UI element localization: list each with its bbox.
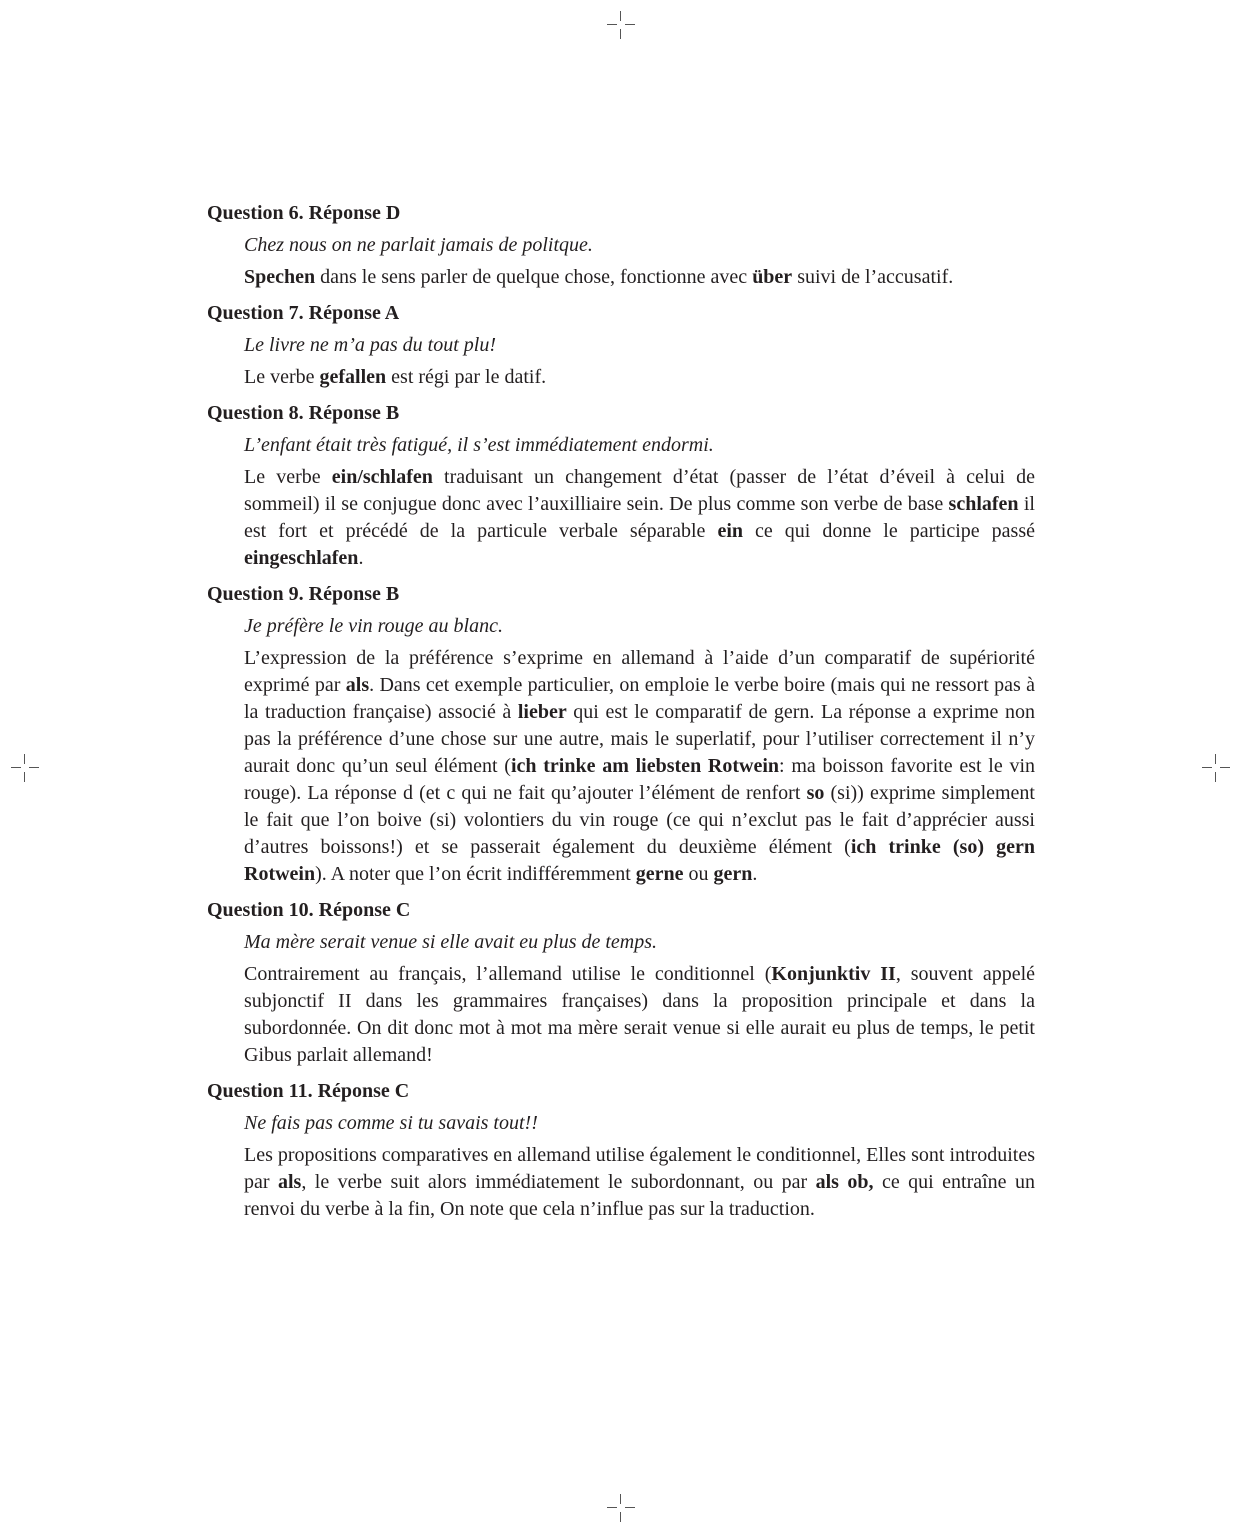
question-body bbox=[244, 929, 1035, 1069]
example-sentence: Ne fais pas comme si tu savais tout!! bbox=[244, 1112, 538, 1134]
text-run: Le verbe bbox=[244, 466, 332, 488]
bold-term: lieber bbox=[517, 701, 567, 723]
question-title: Question 10. Réponse C bbox=[207, 899, 411, 921]
explanation bbox=[244, 464, 1035, 572]
question-body bbox=[244, 232, 1035, 291]
bold-term: schlafen bbox=[948, 493, 1019, 515]
bold-term: Konjunktiv II bbox=[771, 963, 896, 985]
bold-term: gerne bbox=[635, 863, 684, 885]
question-body bbox=[244, 613, 1035, 888]
bold-term: gefallen bbox=[319, 366, 387, 388]
example-sentence: L’enfant était très fatigué, il s’est immédiatement endormi. bbox=[244, 434, 714, 456]
bold-term: über bbox=[752, 266, 793, 288]
question-body bbox=[244, 1110, 1035, 1223]
explanation bbox=[244, 364, 1035, 391]
text-run: est régi par le datif. bbox=[386, 366, 547, 388]
crop-mark-top bbox=[607, 11, 635, 39]
text-run: ce qui donne le participe passé bbox=[743, 520, 1035, 542]
question-8 bbox=[207, 399, 1035, 572]
text-run: il est fort et précédé de la particule verbale séparable bbox=[244, 493, 1035, 542]
text-run: dans le sens parler de quelque chose, fonctionne avec bbox=[315, 266, 753, 288]
question-title: Question 6. Réponse D bbox=[207, 202, 401, 224]
question-title: Question 9. Réponse B bbox=[207, 583, 400, 605]
explanation bbox=[244, 264, 1035, 291]
crop-mark-bottom bbox=[607, 1494, 635, 1522]
question-body bbox=[244, 432, 1035, 572]
text-run: suivi de l’accusatif. bbox=[792, 266, 954, 288]
text-run: Le verbe bbox=[244, 366, 320, 388]
question-7 bbox=[207, 299, 1035, 391]
text-run: : ma boisson favorite est le vin rouge). La réponse d (et c qui ne fait qu’ajouter l’élément de renfort bbox=[244, 755, 1036, 804]
crop-mark-right bbox=[1202, 754, 1230, 782]
question-title: Question 7. Réponse A bbox=[207, 302, 400, 324]
text-run: qui est le comparatif de gern. La réponse a exprime non pas la préférence d’une chose sur une autre, mais le superlatif, pour l’utiliser correctement il n’y aurait donc qu’un seul élément ( bbox=[244, 701, 1035, 777]
bold-term: so bbox=[806, 782, 825, 804]
text-run: ou bbox=[683, 863, 714, 885]
crop-mark-left bbox=[11, 754, 39, 782]
example-sentence: Ma mère serait venue si elle avait eu plus de temps. bbox=[244, 931, 658, 953]
text-run: (si)) exprime simplement le fait que l’on boive (si) volontiers du vin rouge (ce qui n’exclut pas le fait d’apprécier aussi d’autres boissons!) et se passerait également du deuxième élément ( bbox=[244, 782, 1035, 858]
text-run: Contrairement au français, l’allemand utilise le conditionnel ( bbox=[244, 963, 772, 985]
question-title: Question 8. Réponse B bbox=[207, 402, 400, 424]
answers-content bbox=[207, 199, 1035, 1231]
text-run: ce qui entraîne un renvoi du verbe à la fin, On note que cela n’influe pas sur la traduction. bbox=[244, 1171, 1035, 1220]
bold-term: als bbox=[277, 1171, 302, 1193]
bold-term: ein/schlafen bbox=[331, 466, 433, 488]
bold-term: ein bbox=[717, 520, 744, 542]
example-sentence: Le livre ne m’a pas du tout plu! bbox=[244, 334, 497, 356]
text-run: ). A noter que l’on écrit indifféremment bbox=[315, 863, 636, 885]
text-run: . bbox=[752, 863, 758, 885]
question-9 bbox=[207, 580, 1035, 888]
explanation bbox=[244, 645, 1035, 888]
explanation bbox=[244, 961, 1035, 1069]
text-run: , souvent appelé subjonctif II dans les grammaires françaises) dans la proposition principale et dans la subordonnée. On dit donc mot à mot ma mère serait venue si elle aurait eu plus de temps, le petit Gibus parlait allemand! bbox=[244, 963, 1036, 1066]
text-run: traduisant un changement d’état (passer de l’état d’éveil à celui de sommeil) il se conjugue donc avec l’auxilliaire sein. De plus comme son verbe de base bbox=[244, 466, 1036, 515]
explanation bbox=[244, 1142, 1035, 1223]
question-11 bbox=[207, 1077, 1035, 1223]
bold-term: Spechen bbox=[244, 266, 316, 288]
bold-term: eingeschlafen bbox=[244, 547, 359, 569]
bold-term: ich trinke am liebsten Rotwein bbox=[510, 755, 780, 777]
bold-term: als ob, bbox=[815, 1171, 874, 1193]
text-run: . Dans cet exemple particulier, on emploie le verbe boire (mais qui ne ressort pas à la traduction française) associé à bbox=[244, 674, 1035, 723]
example-sentence: Je préfère le vin rouge au blanc. bbox=[244, 615, 503, 637]
question-6 bbox=[207, 199, 1035, 291]
bold-term: als bbox=[345, 674, 370, 696]
text-run: . bbox=[358, 547, 364, 569]
example-sentence: Chez nous on ne parlait jamais de politque. bbox=[244, 234, 593, 256]
question-10 bbox=[207, 896, 1035, 1069]
question-body bbox=[244, 332, 1035, 391]
bold-term: gern bbox=[713, 863, 753, 885]
text-run: , le verbe suit alors immédiatement le subordonnant, ou par bbox=[301, 1171, 816, 1193]
question-title: Question 11. Réponse C bbox=[207, 1080, 410, 1102]
bold-term: ich trinke (so) gern Rotwein bbox=[244, 836, 1035, 885]
text-run: Les propositions comparatives en allemand utilise également le conditionnel, Elles sont introduites par bbox=[244, 1144, 1035, 1193]
text-run: L’expression de la préférence s’exprime en allemand à l’aide d’un comparatif de supériorité exprimé par bbox=[244, 647, 1035, 696]
